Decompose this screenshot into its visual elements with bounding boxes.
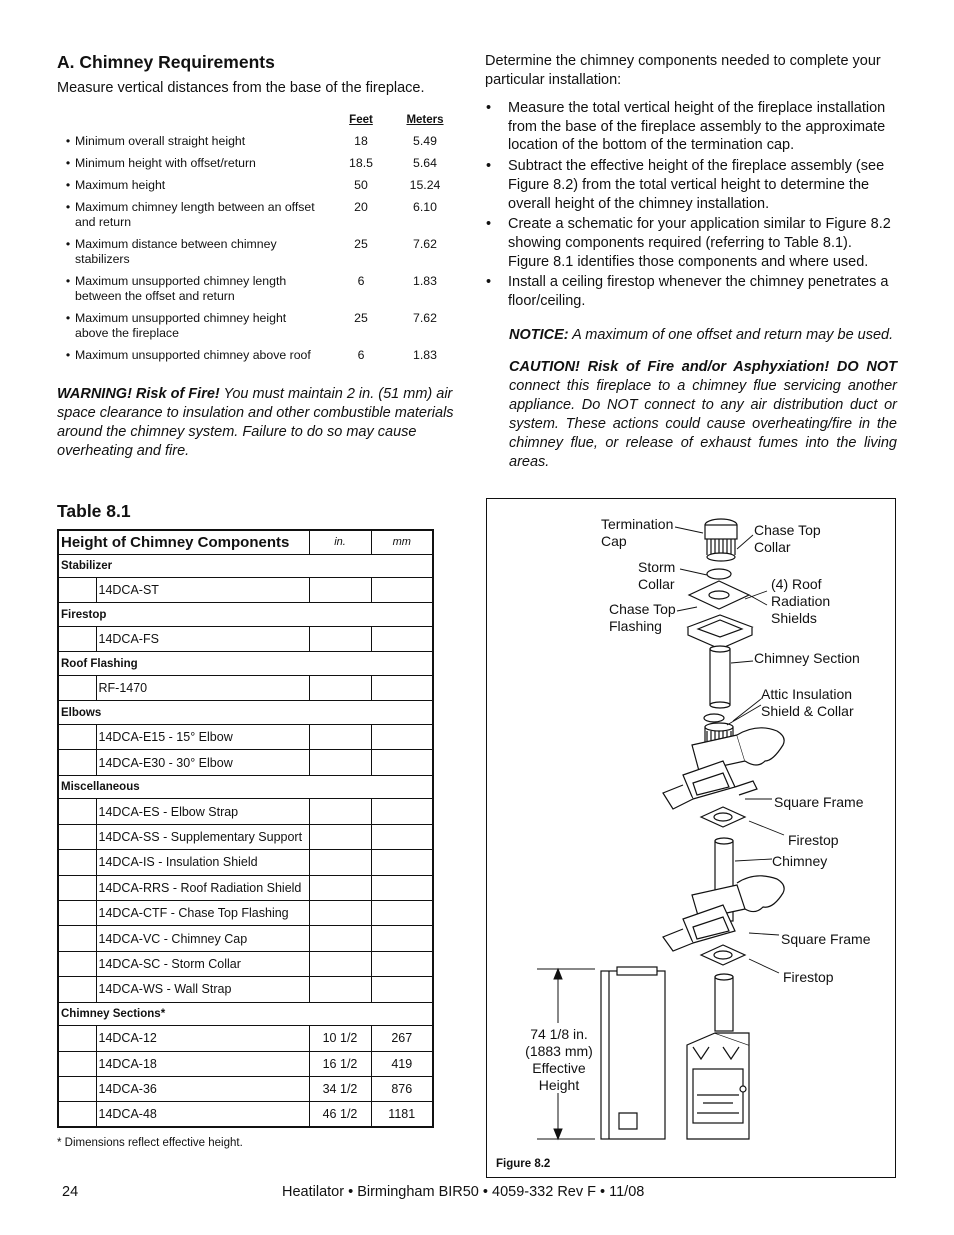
requirement-row [57,348,457,363]
height-mm [371,926,433,951]
blank-cell [58,824,96,849]
label-chase-top-collar: Chase Top Collar [754,522,821,555]
requirement-feet: 6 [357,348,365,362]
blank-cell [58,875,96,900]
requirement-row [57,156,457,171]
requirement-row [57,237,457,267]
category-label: Stabilizer [58,554,433,578]
blank-cell [58,578,96,603]
fire-warning [57,385,467,461]
part-name: 14DCA-18 [96,1051,309,1076]
requirement-row [57,311,457,341]
table-row [58,1026,433,1051]
table-row [58,750,433,775]
height-mm [371,676,433,701]
requirement-feet: 20 [354,200,368,214]
requirement-label: Maximum unsupported chimney height above the fireplace [75,311,287,340]
category-label: Chimney Sections* [58,1002,433,1026]
table-category-row [58,775,433,799]
height-in [309,799,371,824]
height-mm: 267 [371,1026,433,1051]
part-name: 14DCA-E30 - 30° Elbow [96,750,309,775]
category-label: Firestop [58,603,433,627]
requirement-meters: 5.49 [413,134,437,148]
table-row [58,799,433,824]
requirement-meters: 5.64 [413,156,437,170]
height-mm [371,875,433,900]
label-chimney-section: Chimney Section [754,650,860,666]
requirement-meters: 6.10 [413,200,437,214]
right-column [485,52,897,472]
chase-top-flashing-drawing [688,615,752,649]
height-mm: 876 [371,1076,433,1101]
height-mm: 1181 [371,1102,433,1127]
height-mm [371,900,433,925]
requirement-meters: 1.83 [413,274,437,288]
label-chimney: Chimney [772,853,828,869]
blank-cell [58,1076,96,1101]
fireplace-side-view-drawing [601,967,665,1139]
blank-cell [58,676,96,701]
table-row [58,824,433,849]
height-mm [371,627,433,652]
height-in [309,725,371,750]
requirement-feet: 18.5 [349,156,373,170]
table-row [58,900,433,925]
table-row [58,926,433,951]
bullet: • [65,178,71,192]
part-name: 14DCA-E15 - 15° Elbow [96,725,309,750]
blank-cell [58,850,96,875]
table-header-title: Height of Chimney Components [58,530,309,554]
height-in [309,676,371,701]
height-in: 10 1/2 [309,1026,371,1051]
table-row [58,627,433,652]
blank-cell [58,977,96,1002]
height-mm [371,951,433,976]
warning-lead: WARNING! Risk of Fire! [57,386,220,402]
blank-cell [58,900,96,925]
requirement-label: Maximum chimney length between an offset and return [75,200,315,229]
height-mm: (1883 mm) [525,1043,593,1059]
height-in [309,875,371,900]
blank-cell [58,951,96,976]
bullet: • [65,348,71,362]
height-in [309,850,371,875]
table-header-row [58,530,433,554]
part-name: 14DCA-SC - Storm Collar [96,951,309,976]
height-mm [371,578,433,603]
firestop-upper-drawing [701,807,745,827]
requirement-label: Maximum distance between chimney stabilizers [75,237,277,266]
part-name: 14DCA-SS - Supplementary Support [96,824,309,849]
chimney-section-drawing [710,646,730,708]
step-item: • Install a ceiling firestop whenever the chimney penetrates a floor/ceiling. [485,273,897,310]
category-label: Roof Flashing [58,652,433,676]
bullet: • [65,134,71,148]
part-name: 14DCA-RRS - Roof Radiation Shield [96,875,309,900]
height-in: 46 1/2 [309,1102,371,1127]
caution-lead: CAUTION! Risk of Fire and/or Asphyxiation! DO NOT [509,358,897,375]
label-square-frame-upper: Square Frame [774,794,864,810]
notice [509,326,897,345]
category-label: Miscellaneous [58,775,433,799]
blank-cell [58,750,96,775]
table-row [58,725,433,750]
part-name: 14DCA-12 [96,1026,309,1051]
blank-cell [58,725,96,750]
table-footnote: * Dimensions reflect effective height. [57,1137,243,1150]
requirements-header [57,114,457,134]
table-category-row [58,701,433,725]
chimney-pipe-lower-drawing [715,974,733,1031]
blank-cell [58,627,96,652]
height-in [309,900,371,925]
height-in [309,578,371,603]
figure-caption: Figure 8.2 [496,1158,551,1170]
height-mm [371,725,433,750]
steps-list [485,99,897,311]
requirement-label: Minimum height with offset/return [75,156,256,170]
part-name: 14DCA-WS - Wall Strap [96,977,309,1002]
part-name: 14DCA-36 [96,1076,309,1101]
part-name: 14DCA-IS - Insulation Shield [96,850,309,875]
label-effective-height [515,1026,603,1094]
left-column [57,52,467,1149]
height-in: 34 1/2 [309,1076,371,1101]
height-in [309,977,371,1002]
table-row [58,850,433,875]
part-name: 14DCA-48 [96,1102,309,1127]
figure-8-2 [486,498,896,1178]
label-chase-top-flashing: Chase Top Flashing [609,601,676,634]
height-mm [371,824,433,849]
requirement-feet: 50 [354,178,368,192]
table-header-mm: mm [371,530,433,554]
termination-cap-drawing [705,519,737,561]
storm-collar-drawing [707,569,731,579]
bullet: • [65,200,71,214]
part-name: 14DCA-ST [96,578,309,603]
part-name: 14DCA-FS [96,627,309,652]
fireplace-front-view-drawing [687,1033,749,1139]
label-firestop-lower: Firestop [783,969,834,985]
step-item: • Measure the total vertical height of the fireplace installation from the base of the fireplace assembly to the approximate location of the bottom of the termination cap. [485,99,897,155]
table-row [58,977,433,1002]
height-inches: 74 1/8 in. [530,1026,588,1042]
part-name: 14DCA-ES - Elbow Strap [96,799,309,824]
table-category-row [58,652,433,676]
label-firestop-upper: Firestop [788,832,839,848]
height-word-height: Height [538,1077,580,1093]
table-title: Table 8.1 [57,501,131,521]
height-in [309,627,371,652]
blank-cell [58,1051,96,1076]
bullet: • [65,311,71,325]
height-mm [371,977,433,1002]
section-title: A. Chimney Requirements [57,52,275,72]
category-label: Elbows [58,701,433,725]
blank-cell [58,1102,96,1127]
table-row [58,1076,433,1101]
requirement-row [57,274,457,304]
firestop-lower-drawing [701,945,745,965]
step-item: • Create a schematic for your application similar to Figure 8.2 showing components required (referring to Table 8.1). Figure 8.1 identifies those components and where used. [485,215,897,271]
bullet: • [65,156,71,170]
caution-text: connect this fireplace to a chimney flue servicing another appliance. Do NOT connect to any air distribution duct or system. These actions could cause overheating/fire in the chimney flue, or release of exhaust fumes into the living areas. [509,377,897,470]
requirement-label: Maximum unsupported chimney length between the offset and return [75,274,287,303]
table-row [58,1051,433,1076]
table-row [58,676,433,701]
requirement-label: Maximum height [75,178,166,192]
height-in [309,750,371,775]
blank-cell [58,1026,96,1051]
table-row [58,875,433,900]
requirement-row [57,178,457,193]
height-mm [371,750,433,775]
bullet: • [65,237,71,251]
requirement-meters: 7.62 [413,311,437,325]
table-category-row [58,603,433,627]
requirement-meters: 1.83 [413,348,437,362]
table-header-in: in. [309,530,371,554]
requirement-meters: 15.24 [409,178,441,192]
warning-text: You must maintain 2 in. (51 mm) air space clearance to insulation and other combustible materials around the chimney system. Failure to do so may cause overheating and fire. [57,386,454,459]
requirement-label: Minimum overall straight height [75,134,246,148]
right-intro: Determine the chimney components needed to complete your particular installation: [485,53,881,88]
square-frame-upper-drawing [663,728,784,809]
part-name: RF-1470 [96,676,309,701]
requirement-feet: 25 [354,237,368,251]
notice-lead: NOTICE: [509,326,569,343]
blank-cell [58,926,96,951]
label-square-frame-lower: Square Frame [781,931,871,947]
page-number: 24 [62,1184,79,1200]
blank-cell [58,799,96,824]
components-table [57,529,434,1128]
table-row [58,578,433,603]
caution [509,358,897,472]
label-storm-collar: Storm Collar [638,559,676,592]
table-row [58,1102,433,1127]
height-in [309,824,371,849]
table-row [58,951,433,976]
requirement-label: Maximum unsupported chimney above roof [75,348,311,362]
label-roof-radiation-shields: (4) Roof Radiation Shields [771,576,831,626]
height-in [309,926,371,951]
height-mm [371,799,433,824]
label-termination-cap: Termination Cap [601,516,674,549]
step-item: • Subtract the effective height of the fireplace assembly (see Figure 8.2) from the total vertical height to determine the overall height of the chimney installation. [485,157,897,213]
requirement-feet: 6 [357,274,365,288]
section-intro: Measure vertical distances from the base of the fireplace. [57,80,425,96]
document-id: Heatilator • Birmingham BIR50 • 4059-332 Rev F • 11/08 [282,1184,645,1200]
part-name: 14DCA-VC - Chimney Cap [96,926,309,951]
requirement-feet: 25 [354,311,368,325]
requirement-meters: 7.62 [413,237,437,251]
height-mm [371,850,433,875]
label-attic-insulation: Attic Insulation Shield & Collar [761,686,854,719]
part-name: 14DCA-CTF - Chase Top Flashing [96,900,309,925]
height-mm: 419 [371,1051,433,1076]
requirement-feet: 18 [354,134,368,148]
feet-header: Feet [349,114,373,126]
table-category-row [58,554,433,578]
notice-text: A maximum of one offset and return may be used. [568,326,894,343]
height-word-effective: Effective [532,1060,586,1076]
height-in [309,951,371,976]
requirement-row [57,200,457,230]
table-category-row [58,1002,433,1026]
meters-header: Meters [406,114,444,126]
bullet: • [65,274,71,288]
requirements-list [57,114,457,363]
requirement-row [57,134,457,149]
height-in: 16 1/2 [309,1051,371,1076]
